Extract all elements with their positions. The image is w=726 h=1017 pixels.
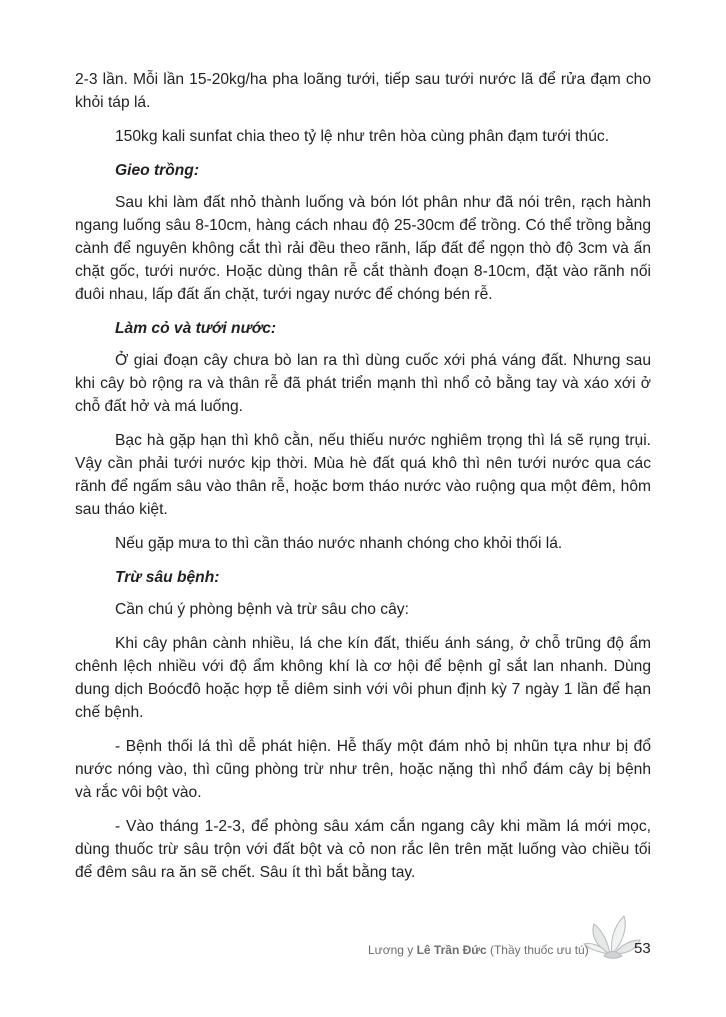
footer-credit — [368, 943, 589, 957]
author-name: Lê Trần Đức — [416, 943, 487, 957]
paragraph: Cần chú ý phòng bệnh và trừ sâu cho cây: — [115, 601, 409, 618]
footer-suffix: (Thầy thuốc ưu tú) — [486, 943, 589, 957]
paragraph: 2-3 lần. Mỗi lần 15-20kg/ha pha loãng tưới, tiếp sau tưới nước lã để rửa đạm cho khỏi táp lá. — [75, 71, 651, 111]
paragraph: Ở giai đoạn cây chưa bò lan ra thì dùng cuốc xới phá váng đất. Nhưng sau khi cây bò rộng ra và thân rễ đã phát triển mạnh thì nhổ cỏ bằng tay và xáo xới ở chỗ đất hở và má luống. — [75, 352, 651, 415]
paragraph: - Bệnh thối lá thì dễ phát hiện. Hễ thấy một đám nhỏ bị nhũn tựa như bị đổ nước nóng vào, thì cũng phòng trừ như trên, hoặc nặng thì nhổ đám cây bị bệnh và rắc vôi bột vào. — [75, 738, 651, 801]
section-heading-tru-sau: Trừ sâu bệnh: — [115, 569, 220, 586]
paragraph: Sau khi làm đất nhỏ thành luống và bón lót phân như đã nói trên, rạch hành ngang luống sâu 8-10cm, hàng cách nhau độ 25-30cm để trồng. Có thể trồng bằng cành để nguyên không cắt thì rải đều theo rãnh, lấp đất để ngọn thò độ 3cm và ấn chặt gốc, tưới nước. Hoặc dùng thân rễ cắt thành đoạn 8-10cm, đặt vào rãnh nối đuôi nhau, lấp đất ấn chặt, tưới ngay nước để chóng bén rễ. — [75, 194, 651, 303]
page-body — [75, 68, 651, 895]
section-heading-gieo-trong: Gieo trồng: — [115, 162, 200, 179]
section-heading-lam-co: Làm cỏ và tưới nước: — [115, 320, 277, 337]
footer-prefix: Lương y — [368, 943, 417, 957]
page-footer — [350, 934, 650, 968]
page-number: 53 — [634, 940, 651, 957]
paragraph: 150kg kali sunfat chia theo tỷ lệ như trên hòa cùng phân đạm tưới thúc. — [115, 128, 610, 145]
paragraph: - Vào tháng 1-2-3, để phòng sâu xám cắn ngang cây khi mầm lá mới mọc, dùng thuốc trừ sâu trộn với đất bột và cỏ non rắc lên trên mặt luống vào chiều tối để đêm sâu ra ăn sẽ chết. Sâu ít thì bắt bằng tay. — [75, 818, 651, 881]
paragraph: Khi cây phân cành nhiều, lá che kín đất, thiếu ánh sáng, ở chỗ trũng độ ẩm chênh lệch nhiều với độ ẩm không khí là cơ hội để bệnh gỉ sắt lan nhanh. Dùng dung dịch Boócđô hoặc hợp tễ diêm sinh với vôi phun định kỳ 7 ngày 1 lần để hạn chế bệnh. — [75, 635, 651, 721]
paragraph: Nếu gặp mưa to thì cần tháo nước nhanh chóng cho khỏi thối lá. — [115, 535, 563, 552]
paragraph: Bạc hà gặp hạn thì khô cằn, nếu thiếu nước nghiêm trọng thì lá sẽ rụng trụi. Vậy cần phải tưới nước kịp thời. Mùa hè đất quá khô thì nên tưới nước qua các rãnh để ngấm sâu vào thân rễ, hoặc bơm tháo nước vào ruộng qua một đêm, hôm sau tháo kiệt. — [75, 432, 651, 518]
